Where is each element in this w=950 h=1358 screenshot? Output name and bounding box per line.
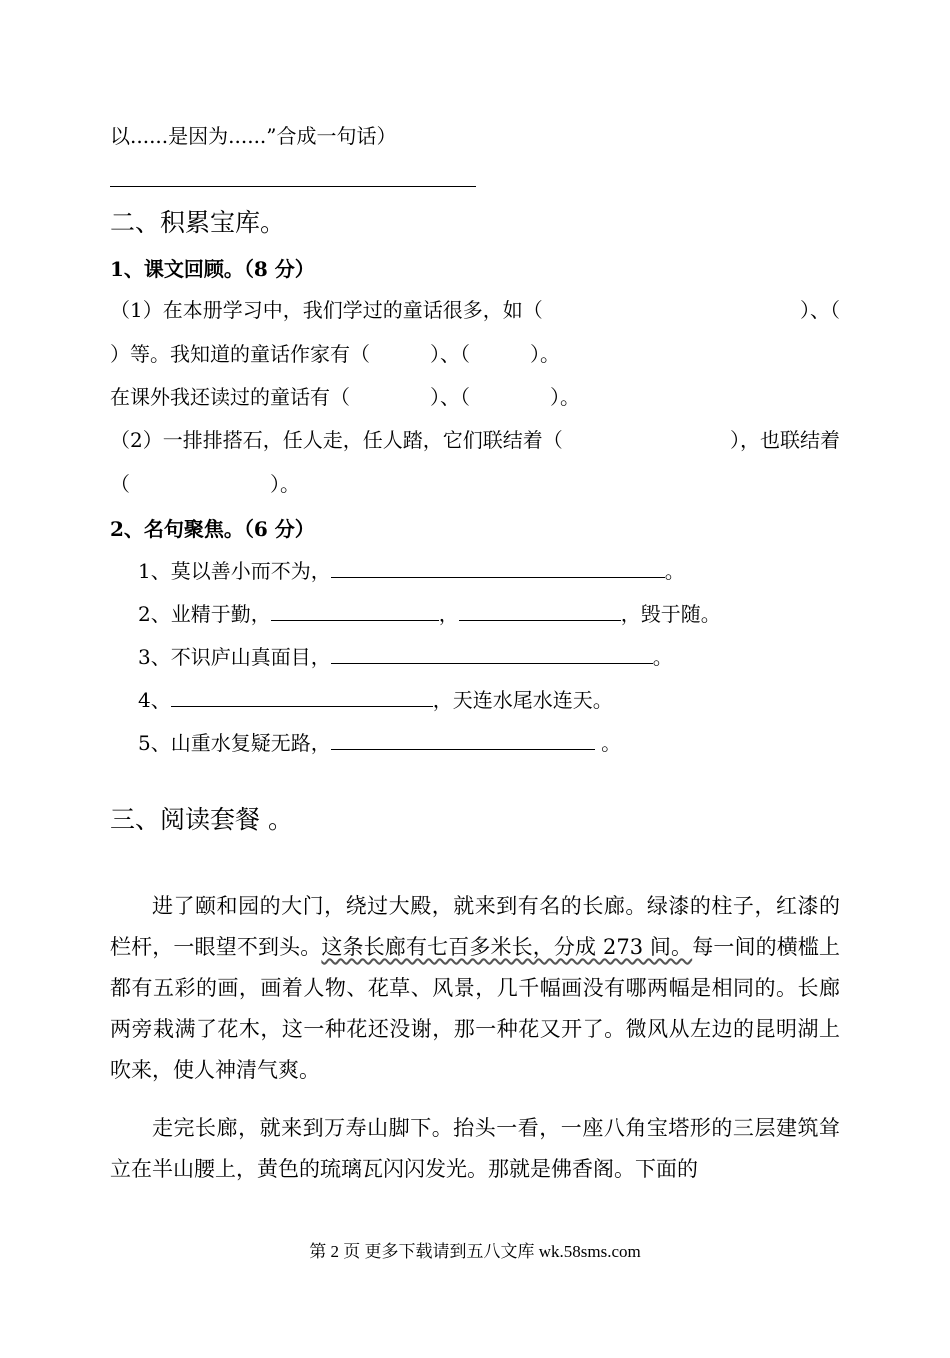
quote-item-3: 3、不识庐山真面目， 。 [138, 645, 673, 669]
section2-title: 二、积累宝库。 [110, 208, 286, 237]
blank[interactable] [331, 557, 665, 578]
page-footer: 第 2 页 更多下载请到五八文库 wk.58sms.com [309, 1242, 641, 1261]
reading-paragraph-2: 走完长廊，就来到万寿山脚下。抬头一看，一座八角宝塔形的三层建筑耸立在半山腰上，黄色的琉璃瓦闪闪发光。那就是佛香阁。下面的 [110, 1116, 840, 1181]
blank[interactable] [459, 600, 621, 621]
blank[interactable] [331, 643, 653, 664]
reading-paragraph-1: 进了颐和园的大门，绕过大殿，就来到有名的长廊。绿漆的柱子，红漆的栏杆，一眼望不到头。这条长廊有七百多米长，分成 273 间。每一间的横槛上都有五彩的画，画着人物、花草、风景，几千幅画没有哪两幅是相同的。长廊两旁栽满了花木，这一种花还没谢，那一种花又开了。微风从左边的昆明湖上吹来，使人神清气爽。 [110, 894, 841, 1082]
wavy-underlined-sentence: 这条长廊有七百多米长，分成 273 间。 [321, 935, 693, 959]
q1-title: 1、课文回顾。（8 分） [110, 257, 315, 281]
q1-line3: 在课外我还读过的童话有（ ）、（ ）。 [110, 385, 580, 409]
blank[interactable] [171, 686, 433, 707]
blank[interactable] [331, 729, 595, 750]
q2-title: 2、名句聚焦。（6 分） [110, 517, 315, 541]
top-line: 以......是因为......”合成一句话） [110, 124, 397, 148]
section3-title: 三、阅读套餐 。 [110, 805, 293, 834]
q1-line1: （1）在本册学习中，我们学过的童话很多，如（ ）、（ [110, 298, 840, 322]
quote-item-5: 5、山重水复疑无路， 。 [138, 731, 622, 755]
answer-line [110, 186, 476, 187]
q1-line2: ）等。我知道的童话作家有（ ）、（ ）。 [110, 342, 560, 366]
quote-item-2: 2、业精于勤， ， ，毁于随。 [138, 602, 721, 626]
q1-line5: （ ）。 [110, 472, 300, 496]
q1-line4: （2）一排排搭石，任人走，任人踏，它们联结着（ ），也联结着 [110, 428, 840, 452]
blank[interactable] [271, 600, 439, 621]
quote-item-1: 1、莫以善小而不为， 。 [138, 559, 685, 583]
quote-item-4: 4、 ，天连水尾水连天。 [138, 688, 613, 712]
